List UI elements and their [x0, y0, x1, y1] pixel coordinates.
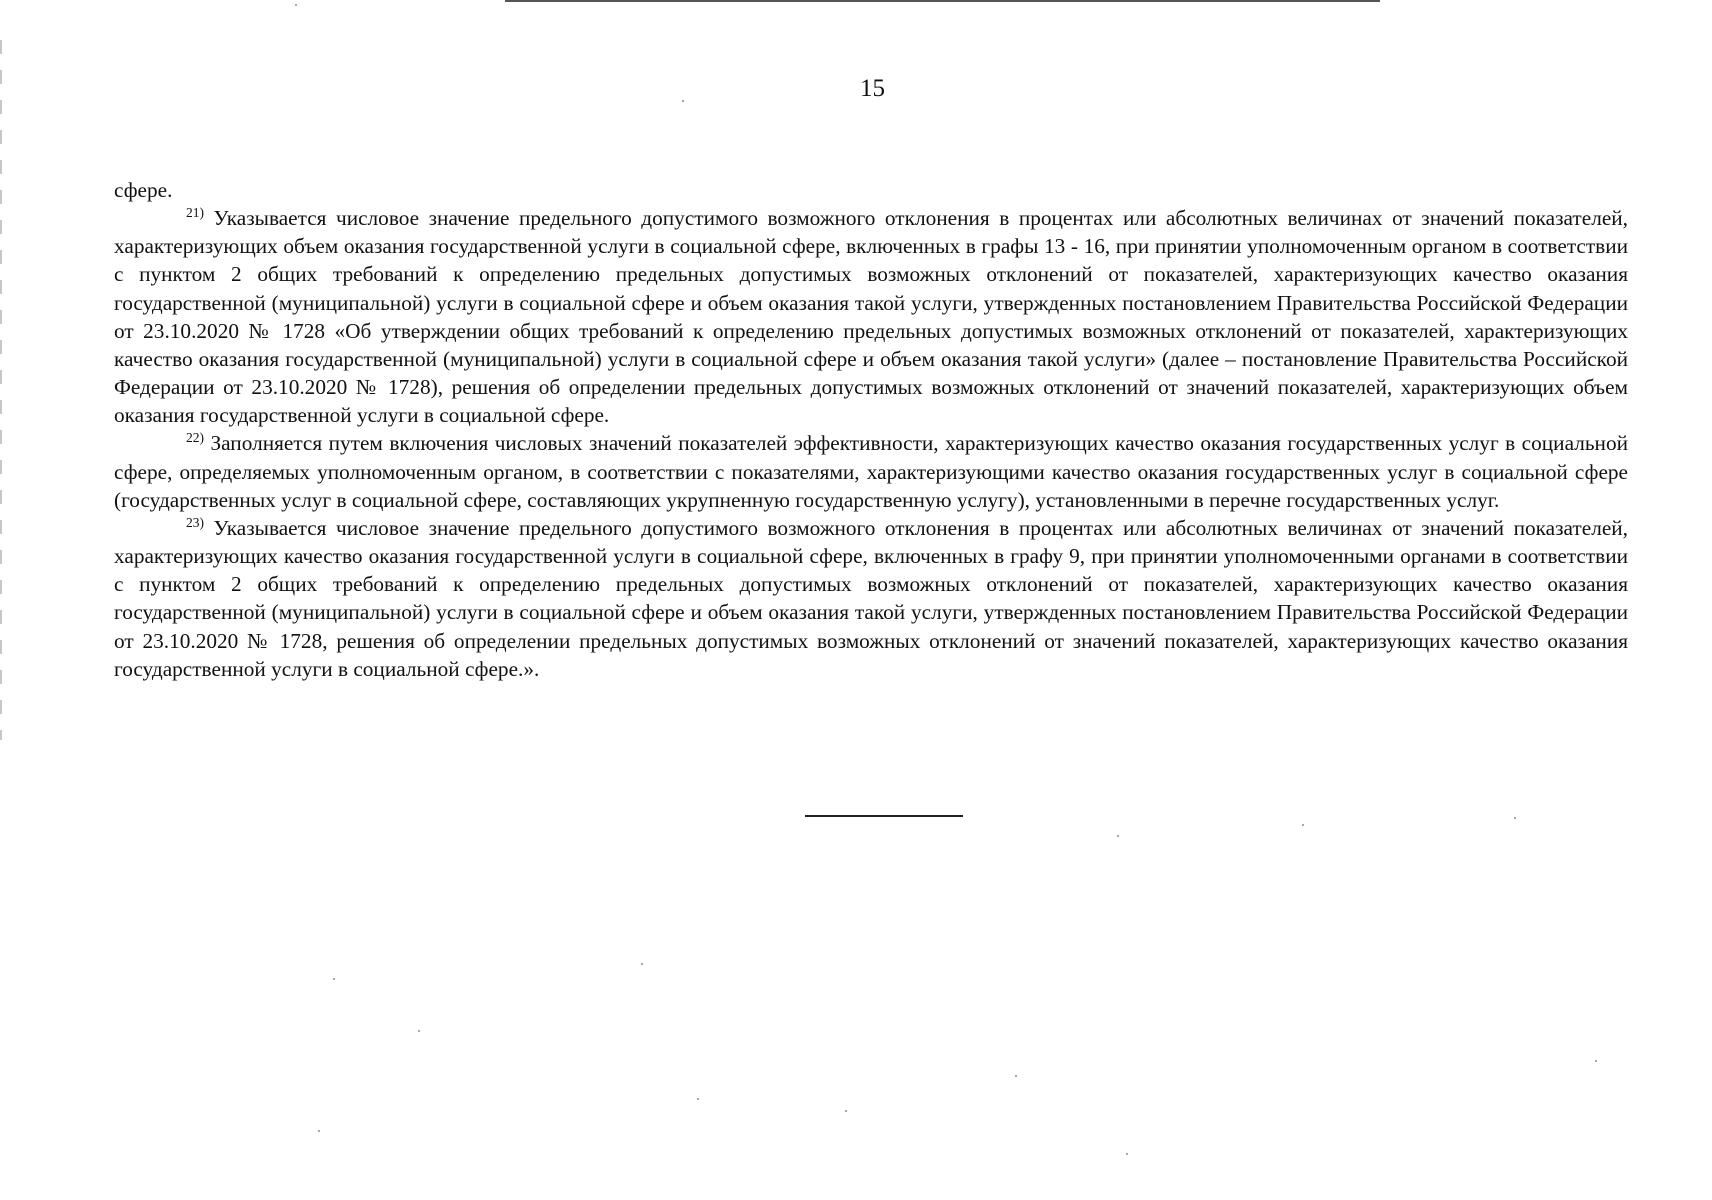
footnote-marker-21: 21): [186, 205, 204, 221]
scan-speck: [318, 1130, 320, 1132]
footnote-marker-23: 23): [186, 514, 204, 530]
scan-speck: [1126, 1153, 1128, 1155]
scan-speck: [697, 1098, 699, 1100]
scan-speck: [1015, 1075, 1017, 1077]
scan-top-edge: [505, 0, 1380, 2]
scan-speck: [295, 4, 297, 6]
scan-speck: [418, 1030, 420, 1032]
paragraph-text: сфере.: [114, 178, 173, 202]
scan-speck: [1117, 835, 1119, 837]
page-number: 15: [860, 75, 885, 102]
scan-speck: [1595, 1060, 1597, 1062]
footnote-23-paragraph: [114, 514, 1628, 683]
scan-speck: [333, 978, 335, 980]
footnote-marker-22: 22): [186, 430, 204, 446]
scan-speck: [641, 963, 643, 965]
scan-speck: [1302, 824, 1304, 826]
scan-left-edge: [0, 40, 2, 740]
paragraph-continuation: [114, 176, 1628, 204]
scan-speck: [682, 100, 684, 102]
paragraph-text: Указывается числовое значение предельного допустимого возможного отклонения в процентах или абсолютных величинах от значений показателей, характеризующих объем оказания государственной услуги в социальной сфере, включенных в графы 13 - 16, при принятии уполномоченным органом в соответствии с пунктом 2 общих требований к определению предельных допустимых возможных отклонений от показателей, характеризующих качество оказания государственной (муниципальной) услуги в социальной сфере и объем оказания такой услуги, утвержденных постановлением Правительства Российской Федерации от 23.10.2020 № 1728 «Об утверждении общих требований к определению предельных допустимых возможных отклонений от показателей, характеризующих качество оказания государственной (муниципальной) услуги в социальной сфере и объем оказания такой услуги» (далее – постановление Правительства Российской Федерации от 23.10.2020 № 1728), решения об определении предельных допустимых возможных отклонений от значений показателей, характеризующих объем оказания государственной услуги в социальной сфере.: [114, 206, 1628, 428]
end-of-document-rule: [805, 815, 963, 817]
paragraph-text: Заполняется путем включения числовых значений показателей эффективности, характеризующих качество оказания государственных услуг в социальной сфере, определяемых уполномоченным органом, в соответствии с показателями, характеризующими качество оказания государственных услуг в социальной сфере (государственных услуг в социальной сфере, составляющих укрупненную государственную услугу), установленными в перечне государственных услуг.: [114, 431, 1628, 512]
scan-speck: [1514, 817, 1516, 819]
paragraph-text: Указывается числовое значение предельного допустимого возможного отклонения в процентах или абсолютных величинах от значений показателей, характеризующих качество оказания государственной услуги в социальной сфере, включенных в графу 9, при принятии уполномоченными органами в соответствии с пунктом 2 общих требований к определению предельных допустимых возможных отклонений от показателей, характеризующих качество оказания государственной (муниципальной) услуги в социальной сфере и объем оказания такой услуги, утвержденных постановлением Правительства Российской Федерации от 23.10.2020 № 1728, решения об определении предельных допустимых возможных отклонений от значений показателей, характеризующих качество оказания государственной услуги в социальной сфере.».: [114, 515, 1628, 681]
document-body: [114, 176, 1628, 683]
footnote-21-paragraph: [114, 204, 1628, 429]
footnote-22-paragraph: [114, 429, 1628, 513]
scan-speck: [845, 1110, 847, 1112]
